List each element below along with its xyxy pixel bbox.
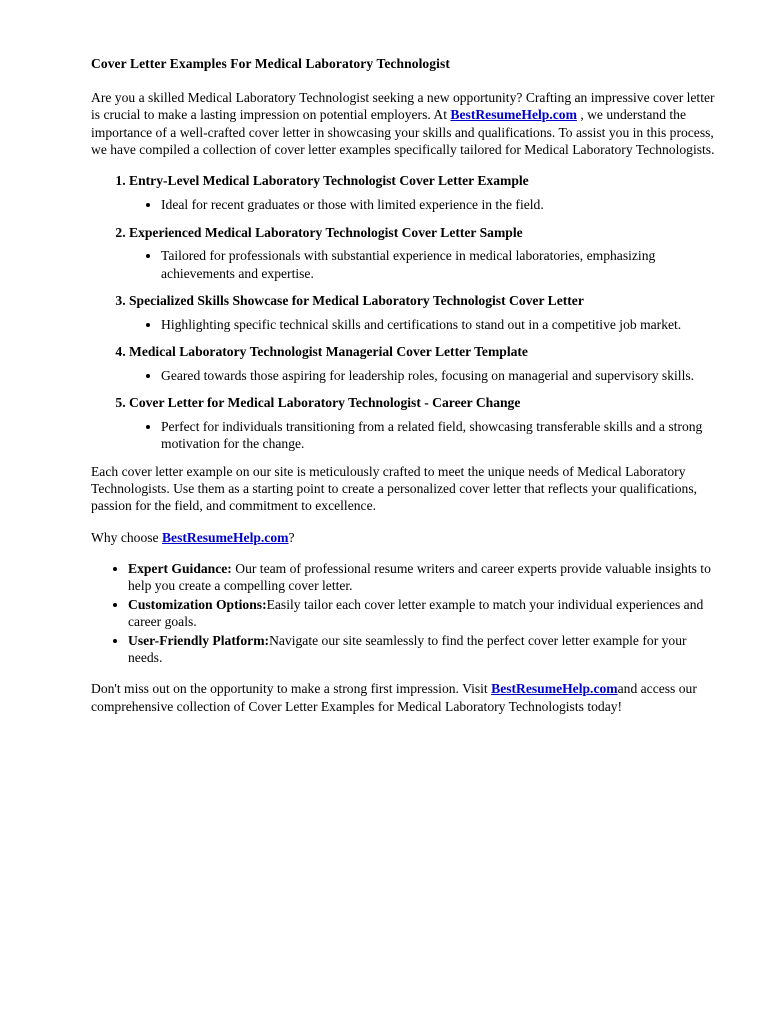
closing-text-part1: Don't miss out on the opportunity to make a strong first impression. Visit xyxy=(91,681,488,697)
list-item xyxy=(129,343,724,384)
list-item: • Tailored for professionals with substantial experience in medical laboratories, emphasizing achievements and expertise. xyxy=(161,247,724,282)
example-heading: Entry-Level Medical Laboratory Technologist Cover Letter Example xyxy=(129,173,529,189)
benefits-list xyxy=(91,560,724,666)
bestresumehelp-link[interactable]: BestResumeHelp.com xyxy=(491,681,618,697)
example-detail-list xyxy=(129,196,724,213)
examples-list xyxy=(91,172,724,452)
list-item xyxy=(129,224,724,282)
benefit-label: Customization Options: xyxy=(128,596,267,612)
intro-paragraph xyxy=(91,89,724,159)
why-choose-lead: Why choose xyxy=(91,529,159,545)
example-heading: Experienced Medical Laboratory Technologist Cover Letter Sample xyxy=(129,224,523,240)
body-paragraph: Each cover letter example on our site is meticulously crafted to meet the unique needs of Medical Laboratory Technologists. Use them as a starting point to create a personalized cover letter that reflects your qualifications, passion for the field, and commitment to excellence. xyxy=(91,463,698,514)
list-item: • Perfect for individuals transitioning from a related field, showcasing transferable skills and a strong motivation for the change. xyxy=(161,418,724,453)
page-title: Cover Letter Examples For Medical Laboratory Technologist xyxy=(91,56,450,71)
benefit-text: Navigate our site seamlessly to find the perfect cover letter example for your needs. xyxy=(128,632,687,666)
list-item: • Ideal for recent graduates or those with limited experience in the field. xyxy=(161,196,724,213)
list-item xyxy=(128,560,724,595)
intro-text-part1: Are you a skilled Medical Laboratory Technologist seeking a new opportunity? Crafting an impressive cover letter is crucial to make a lasting impression on potential employers. At xyxy=(91,89,715,123)
bestresumehelp-link[interactable]: BestResumeHelp.com xyxy=(450,107,577,123)
benefit-text: Easily tailor each cover letter example to match your individual experiences and career goals. xyxy=(128,596,704,630)
list-item xyxy=(129,394,724,452)
list-item xyxy=(128,632,724,667)
example-heading: Specialized Skills Showcase for Medical Laboratory Technologist Cover Letter xyxy=(129,292,584,308)
example-heading: Medical Laboratory Technologist Managerial Cover Letter Template xyxy=(129,344,528,360)
document-body xyxy=(91,56,724,715)
benefit-text: Our team of professional resume writers and career experts provide valuable insights to help you create a compelling cover letter. xyxy=(128,561,711,594)
benefit-label: Expert Guidance: xyxy=(128,561,232,577)
why-choose-paragraph xyxy=(91,529,724,546)
example-heading: Cover Letter for Medical Laboratory Technologist - Career Change xyxy=(129,395,521,411)
intro-text-part2: , we understand the importance of a well-crafted cover letter in showcasing your skills and qualifications. To assist you in this process, we have compiled a collection of cover letter examples specifically tailored for Medical Laboratory Technologists. xyxy=(91,107,715,158)
example-detail-list xyxy=(129,247,724,282)
closing-text-part2: and access our comprehensive collection of Cover Letter Examples for Medical Laboratory Technologists today! xyxy=(91,681,697,714)
example-detail-list xyxy=(129,316,724,333)
list-item xyxy=(129,292,724,333)
list-item xyxy=(128,596,724,631)
list-item xyxy=(129,172,724,213)
why-choose-question: ? xyxy=(288,529,295,545)
list-item: • Geared towards those aspiring for leadership roles, focusing on managerial and supervisory skills. xyxy=(161,367,724,384)
bestresumehelp-link[interactable]: BestResumeHelp.com xyxy=(161,529,289,545)
example-detail-list xyxy=(129,418,724,453)
list-item: • Highlighting specific technical skills and certifications to stand out in a competitive job market. xyxy=(161,316,724,333)
closing-paragraph xyxy=(91,680,724,715)
benefit-label: User-Friendly Platform: xyxy=(128,632,270,648)
example-detail-list xyxy=(129,367,724,384)
